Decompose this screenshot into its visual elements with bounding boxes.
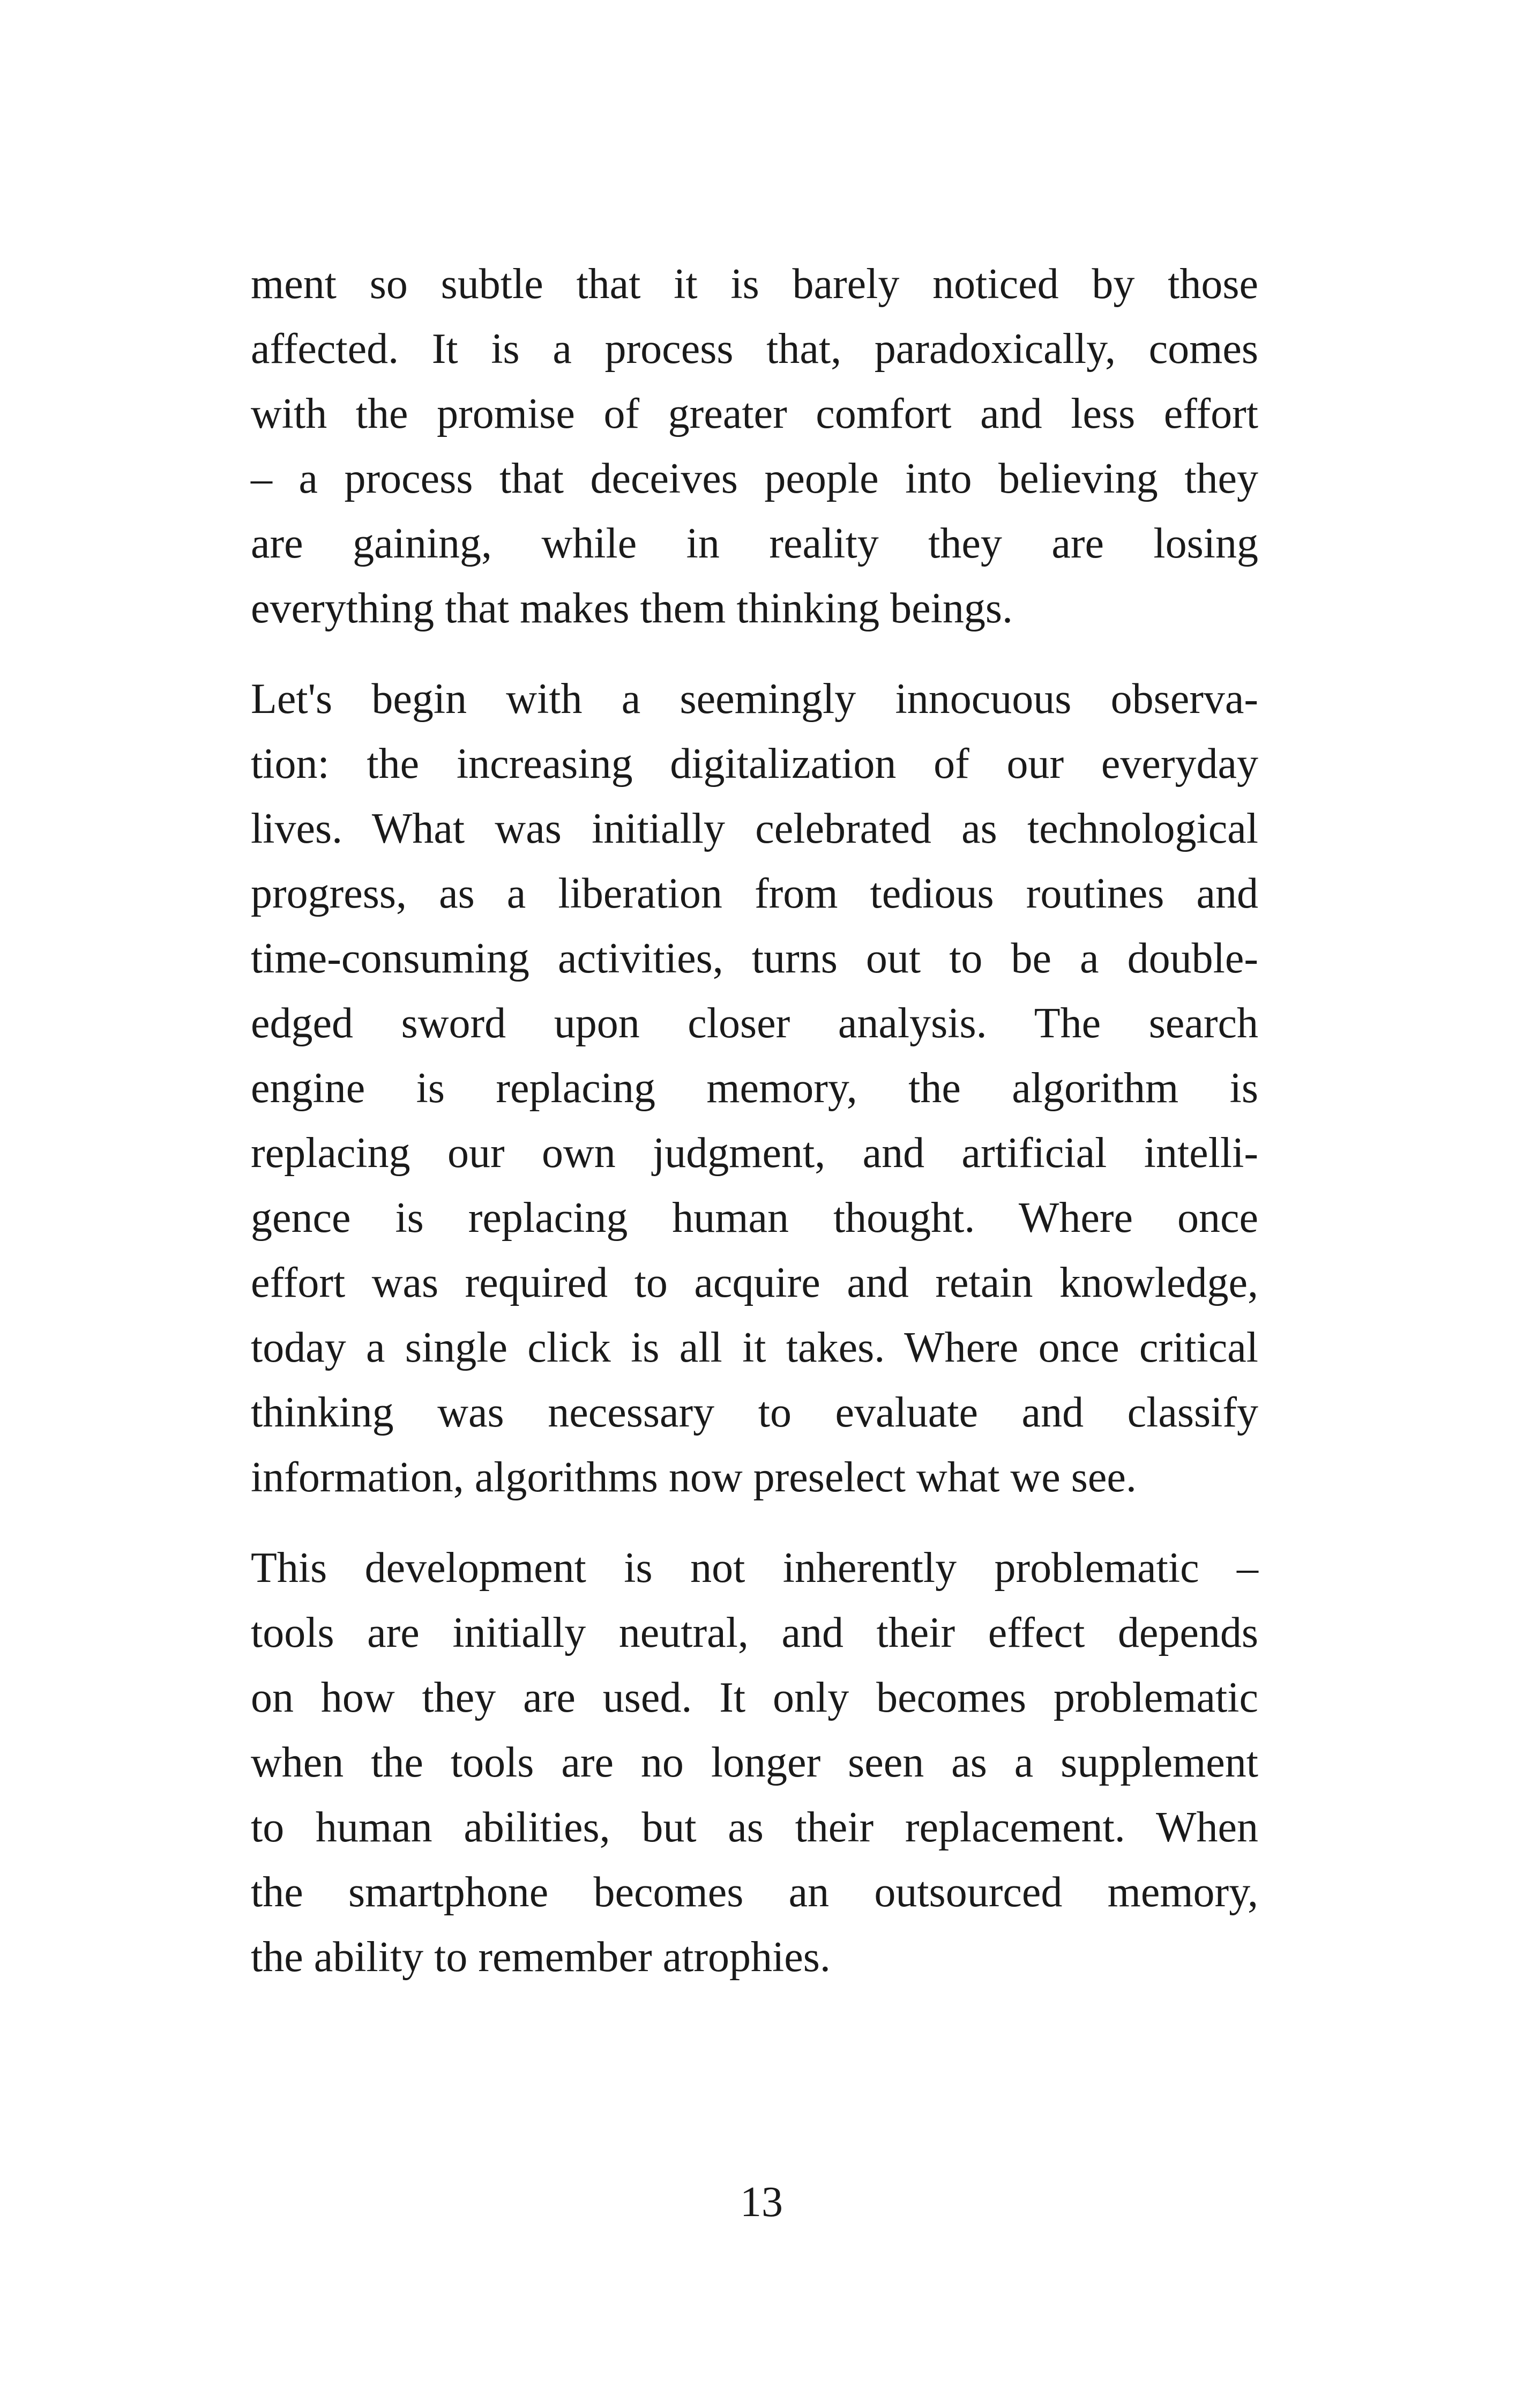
text-line: replacing our own judgment, and artificial intelli- [251,1129,1258,1177]
body-text [251,252,1258,2016]
text-line: today a single click is all it takes. Where once critical [251,1324,1258,1371]
text-line: engine is replacing memory, the algorithm is [251,1065,1258,1112]
text-line: the ability to remember atrophies. [251,1934,831,1981]
text-line: – a process that deceives people into believing they [251,455,1258,502]
text-line: edged sword upon closer analysis. The search [251,1000,1258,1047]
text-line: lives. What was initially celebrated as technological [251,805,1258,852]
text-line: tion: the increasing digitalization of our everyday [251,740,1258,787]
text-line: effort was required to acquire and retain knowledge, [251,1259,1258,1306]
text-line: the smartphone becomes an outsourced memory, [251,1869,1258,1916]
text-line: Let's begin with a seemingly innocuous observa- [251,675,1258,723]
text-line: gence is replacing human thought. Where once [251,1194,1258,1242]
text-line: This development is not inherently problematic – [251,1544,1258,1592]
text-line: are gaining, while in reality they are losing [251,520,1258,567]
text-line: time-consuming activities, turns out to be a double- [251,935,1258,982]
text-line: tools are initially neutral, and their effect depends [251,1609,1258,1656]
paragraph-3 [251,1536,1258,1990]
text-line: information, algorithms now preselect what we see. [251,1454,1137,1501]
text-line: progress, as a liberation from tedious routines and [251,870,1258,917]
text-line: ment so subtle that it is barely noticed by those [251,261,1258,308]
text-line: when the tools are no longer seen as a supplement [251,1739,1258,1786]
text-line: thinking was necessary to evaluate and classify [251,1389,1258,1436]
text-line: to human abilities, but as their replacement. When [251,1804,1258,1851]
page-number: 13 [740,2179,783,2226]
paragraph-2 [251,667,1258,1510]
text-line: affected. It is a process that, paradoxically, comes [251,325,1258,373]
text-line: on how they are used. It only becomes problematic [251,1674,1258,1721]
text-line: with the promise of greater comfort and less effort [251,390,1258,437]
paragraph-1 [251,252,1258,641]
text-line: everything that makes them thinking beings. [251,585,1013,632]
